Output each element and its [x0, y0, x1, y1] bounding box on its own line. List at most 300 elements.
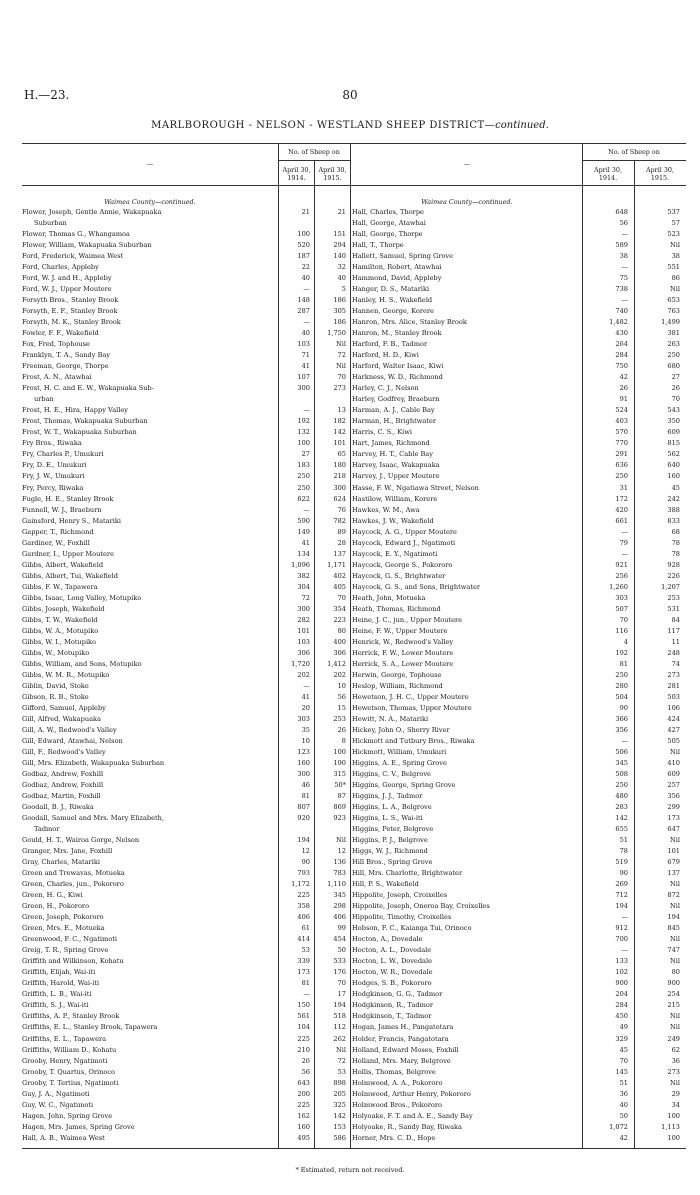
sheep-1915: 202	[333, 670, 346, 679]
sheep-1914: 42	[619, 1133, 628, 1142]
sheep-1914: 100	[297, 439, 310, 448]
sheep-1914: 160	[297, 1122, 310, 1131]
owner-name: Green, Mrs. E., Motueka	[22, 924, 105, 933]
sheep-1915: 40	[337, 274, 346, 283]
sheep-1914: 40	[619, 1100, 628, 1109]
sheep-1914: —	[621, 913, 628, 922]
table-row	[352, 968, 688, 977]
sheep-1914: 589	[615, 241, 628, 250]
sheep-1915: 32	[337, 263, 346, 272]
sheep-1914: 142	[615, 814, 628, 823]
sheep-1914: 1,482	[609, 318, 628, 327]
table-row	[352, 660, 688, 669]
table-row	[352, 1079, 688, 1088]
sheep-1914: —	[621, 296, 628, 305]
owner-name: Haycock, G. S., and Sons, Brightwater	[352, 582, 481, 591]
right-col-1915: April 30, 1915.	[645, 166, 675, 182]
table-row	[22, 351, 352, 360]
sheep-1914: 661	[615, 516, 628, 525]
sheep-1915: 112	[333, 1023, 346, 1032]
sheep-1914: 81	[301, 792, 310, 801]
table-row	[22, 924, 352, 933]
table-row	[352, 528, 688, 537]
table-row	[22, 858, 352, 867]
sheep-1914: 339	[297, 957, 310, 966]
sheep-1914: 78	[619, 847, 628, 856]
sheep-1915: 242	[667, 494, 680, 503]
sheep-1915: 253	[667, 593, 680, 602]
sheep-1914: 20	[301, 703, 310, 712]
sheep-1915: Nil	[336, 1045, 346, 1054]
table-row	[352, 351, 688, 360]
sheep-1915: 160	[667, 472, 680, 481]
sheep-1914: 173	[297, 968, 310, 977]
table-row	[22, 572, 352, 581]
sheep-1914: 250	[297, 472, 310, 481]
owner-name: Gibbs, Albert, Tui, Wakefield	[22, 571, 118, 580]
sheep-1914: 345	[615, 759, 628, 767]
owner-name: Hickmott, William, Umukuri	[352, 747, 447, 756]
sheep-1915: Nil	[670, 935, 680, 944]
sheep-1914: 264	[615, 340, 628, 349]
sheep-1915: 531	[667, 604, 680, 613]
owner-name: Herrick, S. A., Lower Moutere	[352, 659, 454, 668]
owner-name: Hammond, David, Appleby	[352, 274, 442, 283]
sheep-1915: 1,110	[327, 880, 346, 889]
sheep-1915: 624	[333, 494, 346, 503]
table-row	[352, 439, 688, 448]
sheep-1915: 454	[333, 935, 346, 944]
table-row	[352, 880, 688, 889]
table-row	[352, 307, 688, 316]
sheep-1915: 180	[333, 461, 346, 470]
table-row	[22, 957, 352, 966]
table-row	[22, 902, 352, 911]
table-row	[352, 230, 688, 239]
sheep-1915: 1,750	[327, 329, 346, 338]
owner-name: Gardiner, W., Foxhill	[22, 538, 90, 547]
owner-name: Harvey, J., Upper Moutere	[352, 472, 440, 481]
sheep-1915: 869	[333, 803, 346, 812]
table-row	[352, 616, 688, 625]
owner-name: Gibbs, W. I., Motupiko	[22, 637, 97, 646]
table-row	[352, 417, 688, 426]
sheep-1915: 38	[671, 252, 680, 261]
sheep-1914: 202	[297, 670, 310, 679]
sheep-1915: 218	[333, 472, 346, 481]
table-row	[22, 660, 352, 669]
owner-name: Grooby, T. Tertius, Ngatimoti	[22, 1078, 119, 1087]
table-row	[352, 406, 688, 415]
table-row	[22, 1035, 352, 1044]
table-row	[22, 506, 352, 515]
owner-name: Higgins, C. V., Belgrove	[352, 770, 431, 779]
table-row	[22, 395, 352, 404]
owner-name: Haycock, Edward J., Ngatimoti	[352, 538, 456, 547]
owner-name: Gibbs, W., Motupiko	[22, 648, 90, 657]
owner-name: Freeman, George, Thorpe	[22, 362, 109, 371]
sheep-1915: 8	[341, 736, 346, 745]
left-group-header: No. of Sheep on	[288, 148, 340, 156]
table-row	[22, 748, 352, 757]
table-row	[352, 472, 688, 481]
owner-name: Hogan, James H., Pangatotara	[352, 1023, 454, 1032]
sheep-1914: 284	[615, 1001, 628, 1010]
table-row	[22, 1101, 352, 1110]
owner-name: Harman, A. J., Cable Bay	[352, 406, 435, 415]
owner-name: Grooby, Henry, Ngatimoti	[22, 1056, 108, 1065]
sheep-1915: 74	[671, 659, 680, 668]
table-row	[22, 638, 352, 647]
sheep-1914: 738	[615, 285, 628, 294]
owner-name: Harvey, Isaac, Wakapuaka	[352, 461, 440, 470]
table-row	[352, 1123, 688, 1132]
owner-name: Flower, Joseph, Gentle Annie, Wakapuaka	[22, 208, 162, 216]
report-reference: H.—23.	[24, 88, 70, 102]
sheep-1914: 40	[301, 274, 310, 283]
table-row	[22, 428, 352, 437]
sheep-1915: 1,412	[327, 659, 346, 668]
sheep-1915: 176	[333, 968, 346, 977]
table-row	[22, 230, 352, 239]
sheep-1914: 194	[615, 902, 628, 911]
table-row	[22, 241, 352, 250]
sheep-1914: 90	[301, 858, 310, 867]
table-row	[22, 1057, 352, 1066]
table-row	[22, 517, 352, 526]
owner-name: Hocton, A., Dovedale	[352, 935, 423, 944]
sheep-1915: Nil	[670, 902, 680, 911]
table-row	[352, 1090, 688, 1099]
table-row	[22, 990, 352, 999]
owner-name: Harris, C. S., Kiwi	[352, 428, 413, 437]
owner-name: Hewitt, N. A., Matariki	[352, 714, 429, 723]
sheep-1914: —	[303, 406, 310, 415]
sheep-1914: 622	[297, 494, 310, 503]
owner-name: Greig, T. R., Spring Grove	[22, 946, 109, 955]
owner-name: Fry Bros., Riwaka	[22, 439, 82, 448]
table-row	[352, 649, 688, 658]
table-row	[22, 946, 352, 955]
sheep-1914: 524	[615, 406, 628, 415]
owner-name: Hall, George, Atawhai	[352, 219, 426, 228]
owner-name: Hall, George, Thorpe	[352, 230, 423, 239]
owner-name: Grooby, T. Quartus, Orinoco	[22, 1067, 115, 1076]
sheep-1914: 116	[615, 626, 628, 635]
sheep-1914: 520	[297, 241, 310, 250]
sheep-1915: 653	[667, 296, 680, 305]
sheep-1914: 793	[297, 869, 310, 878]
sheep-1914: 40	[301, 329, 310, 338]
sheep-1915: 10	[337, 681, 346, 690]
table-row	[22, 715, 352, 724]
owner-name: Gill, Mrs. Elizabeth, Wakapuaka Suburban	[22, 759, 165, 767]
sheep-1914: 921	[615, 560, 628, 569]
sheep-1915: 325	[333, 1100, 346, 1109]
sheep-1915: 84	[671, 615, 680, 624]
owner-name: Gray, Charles, Matariki	[22, 858, 100, 867]
table-row	[22, 891, 352, 900]
title-main: MARLBOROUGH - NELSON - WESTLAND SHEEP DISTRICT—	[151, 120, 496, 131]
sheep-1914: 107	[297, 373, 310, 382]
sheep-1915: Nil	[336, 836, 346, 845]
sheep-1914: 225	[297, 1100, 310, 1109]
owner-name: Gibbs, Albert, Wakefield	[22, 560, 104, 569]
sheep-1914: —	[621, 736, 628, 745]
sheep-1915: 137	[667, 869, 680, 878]
owner-name: Haycock, G. S., Brightwater	[352, 571, 446, 580]
owner-name: Griffith, S. J., Wai-iti	[22, 1001, 89, 1010]
sheep-1914: 495	[297, 1133, 310, 1142]
sheep-1914: 420	[615, 505, 628, 514]
owner-name: Godbaz, Martin, Foxhill	[22, 792, 101, 801]
sheep-1915: 872	[667, 891, 680, 900]
sheep-1914: —	[303, 681, 310, 690]
sheep-1915: 609	[667, 770, 680, 779]
table-row	[22, 384, 352, 393]
sheep-1914: 303	[297, 714, 310, 723]
sheep-1915: 50*	[334, 781, 346, 790]
sheep-1915: 215	[667, 1001, 680, 1010]
owner-name: Higgins, L. S., Wai-iti	[352, 814, 423, 823]
table-row	[352, 373, 688, 382]
table-row	[352, 781, 688, 790]
table-row	[22, 594, 352, 603]
sheep-1915: 173	[667, 814, 680, 823]
owner-name: Higgins, Peter, Belgrove	[352, 825, 434, 834]
sheep-1915: 248	[667, 648, 680, 657]
sheep-1915: 262	[333, 1034, 346, 1043]
owner-name: Hippolite, Joseph, Croixelles	[352, 891, 448, 900]
sheep-1915: 537	[667, 208, 680, 216]
table-row	[22, 472, 352, 481]
table-row	[352, 274, 688, 283]
owner-name: Hickmott and Tutbury Bros., Riwaka	[352, 736, 475, 745]
sheep-1915: 36	[671, 1056, 680, 1065]
table-row	[22, 605, 352, 614]
owner-name: Hill, Mrs. Charlotte, Brightwater	[352, 869, 463, 878]
sheep-1915: 76	[337, 505, 346, 514]
owner-name: Herwin, George, Tophouse	[352, 670, 442, 679]
table-row	[22, 726, 352, 735]
sheep-1915: 406	[333, 913, 346, 922]
sheep-1915: 117	[667, 626, 680, 635]
sheep-1914: 148	[297, 296, 310, 305]
table-row	[22, 792, 352, 801]
owner-name: Goodall, Samuel and Mrs. Mary Elizabeth,	[22, 814, 165, 823]
left-col-1914: April 30, 1914.	[282, 166, 311, 182]
sheep-1915: 815	[667, 439, 680, 448]
sheep-1914: —	[621, 946, 628, 955]
sheep-1915: 299	[667, 803, 680, 812]
sheep-1914: 900	[615, 979, 628, 988]
table-header-rule	[22, 185, 686, 186]
sheep-1914: —	[303, 505, 310, 514]
sheep-1914: 1,096	[291, 560, 310, 569]
sheep-1914: 329	[615, 1034, 628, 1043]
sheep-1915: 28	[337, 538, 346, 547]
sheep-1915: Nil	[670, 747, 680, 756]
table-row	[352, 814, 688, 823]
owner-name: Frost, W. T., Wakapuaka Suburban	[22, 428, 137, 437]
sheep-1915: 186	[333, 296, 346, 305]
table-row	[22, 1023, 352, 1032]
sheep-1915: 350	[667, 417, 680, 426]
sheep-1914: 504	[615, 692, 628, 701]
owner-name: Fry, Percy, Riwaka	[22, 483, 84, 492]
owner-name: Griffith, L. B., Wai-iti	[22, 990, 92, 999]
owner-name: Hippolite, Timothy, Croixelles	[352, 913, 452, 922]
sheep-1914: 570	[615, 428, 628, 437]
sheep-1914: 1,072	[609, 1122, 628, 1131]
sheep-1914: 149	[297, 527, 310, 536]
owner-name: Horner, Mrs. C. D., Hope	[352, 1133, 436, 1142]
owner-name: Fox, Fred, Tophouse	[22, 340, 90, 349]
table-row	[352, 979, 688, 988]
owner-name: Gibbs, Isaac, Long Valley, Motupiko	[22, 593, 142, 602]
sheep-1915: 1,207	[661, 582, 680, 591]
right-group-header: No. of Sheep on	[608, 148, 660, 156]
table-row	[22, 219, 352, 228]
owner-name: Gill, Edward, Atawhai, Nelson	[22, 736, 123, 745]
table-row	[352, 1023, 688, 1032]
sheep-1915: 99	[337, 924, 346, 933]
table-row	[352, 891, 688, 900]
table-row	[22, 296, 352, 305]
owner-name: Frost, A. N., Atawhai	[22, 373, 92, 382]
owner-name: Goodall, B. J., Riwaka	[22, 803, 94, 812]
sheep-1915: Nil	[670, 285, 680, 294]
owner-name: Higgins, J. J., Tadmor	[352, 792, 423, 801]
sheep-1915: 50	[337, 946, 346, 955]
table-row	[22, 285, 352, 294]
sheep-1915: 80	[337, 626, 346, 635]
sheep-1914: 56	[619, 219, 628, 228]
sheep-1915: Nil	[670, 880, 680, 889]
sheep-1915: 15	[337, 703, 346, 712]
table-row	[352, 726, 688, 735]
owner-name: Harford, F. B., Tadmor	[352, 340, 428, 349]
table-row	[22, 252, 352, 261]
owner-name: Hawkes, J. W., Wakefield	[352, 516, 434, 525]
owner-name: Holyoake, R., Sandy Bay, Riwaka	[352, 1122, 462, 1131]
owner-name: Hastilow, William, Korere	[352, 494, 438, 503]
sheep-1914: 51	[619, 836, 628, 845]
sheep-1914: 480	[615, 792, 628, 801]
sheep-1915: 140	[333, 252, 346, 261]
owner-name: Hodgkinson, R., Tadmor	[352, 1001, 433, 1010]
right-section-heading: Waimea County—continued.	[421, 198, 513, 206]
owner-name: Gardner, I., Upper Moutere	[22, 549, 114, 558]
owner-name: Hocton, W. R., Dovedale	[352, 968, 433, 977]
sheep-1915: 45	[671, 483, 680, 492]
sheep-1915: 1,171	[327, 560, 346, 569]
table-row	[352, 605, 688, 614]
sheep-1915: Nil	[670, 836, 680, 845]
table-row	[352, 428, 688, 437]
sheep-1914: 36	[619, 1089, 628, 1098]
owner-name: Hamilton, Robert, Atawhai	[352, 263, 442, 272]
sheep-1915: 57	[671, 219, 680, 228]
sheep-1915: Nil	[336, 362, 346, 371]
table-row	[352, 913, 688, 922]
sheep-1914: 35	[301, 725, 310, 734]
table-row	[352, 770, 688, 779]
sheep-1915: 402	[333, 571, 346, 580]
sheep-1914: 70	[619, 615, 628, 624]
table-row	[22, 1134, 352, 1143]
table-row	[22, 759, 352, 768]
sheep-1914: 187	[297, 252, 310, 261]
sheep-1915: 543	[667, 406, 680, 415]
table-row	[352, 362, 688, 371]
sheep-1915: 70	[337, 593, 346, 602]
owner-name: Hobson, F. C., Kaianga Tui, Orinoco	[352, 924, 472, 933]
table-row	[352, 1057, 688, 1066]
table-row	[22, 1001, 352, 1010]
owner-name: Heine, F. W., Upper Moutere	[352, 626, 448, 635]
sheep-1914: 183	[297, 461, 310, 470]
sheep-1914: 508	[615, 770, 628, 779]
sheep-1915: 27	[671, 373, 680, 382]
sheep-1915: 640	[667, 461, 680, 470]
sheep-1915: 153	[333, 1122, 346, 1131]
owner-name: Hallett, Samuel, Spring Grove	[352, 252, 454, 261]
table-row	[22, 1090, 352, 1099]
table-row	[22, 461, 352, 470]
table-row	[352, 285, 688, 294]
sheep-1915: 427	[667, 725, 680, 734]
sheep-1914: 103	[297, 340, 310, 349]
sheep-1915: 747	[667, 946, 680, 955]
owner-name: Ford, Charles, Appleby	[22, 263, 99, 272]
sheep-1914: 53	[301, 946, 310, 955]
table-row	[352, 461, 688, 470]
table-row	[22, 263, 352, 272]
sheep-1915: 923	[333, 814, 346, 823]
sheep-1914: 70	[619, 1056, 628, 1065]
table-row	[352, 946, 688, 955]
sheep-1915: 151	[333, 230, 346, 239]
sheep-1915: 100	[667, 1133, 680, 1142]
sheep-1914: 250	[615, 472, 628, 481]
table-row	[352, 935, 688, 944]
table-row	[352, 715, 688, 724]
sheep-1915: 17	[337, 990, 346, 999]
table-row	[352, 924, 688, 933]
owner-name: Hippolite, Joseph, Oneroa Bay, Croixelles	[352, 902, 490, 911]
sheep-1914: 300	[297, 384, 310, 393]
owner-name: Ford, Frederick, Waimea West	[22, 252, 124, 261]
sheep-1914: 740	[615, 307, 628, 316]
table-row	[22, 373, 352, 382]
table-row	[352, 1012, 688, 1021]
table-row	[352, 572, 688, 581]
table-row	[352, 1112, 688, 1121]
owner-name: Hagen, Mrs. James, Spring Grove	[22, 1122, 135, 1131]
title-continued: continued.	[495, 120, 549, 131]
owner-name: Harley, Godfrey, Braeburn	[352, 395, 440, 404]
owner-name: Forsyth, E. F., Stanley Brook	[22, 307, 118, 316]
sheep-1915: 250	[667, 351, 680, 360]
owner-name: Hill Bros., Spring Grove	[352, 858, 433, 867]
sheep-1915: 86	[671, 274, 680, 283]
sheep-1914: 303	[615, 593, 628, 602]
sheep-1914: 12	[301, 847, 310, 856]
table-row	[22, 671, 352, 680]
owner-name: Hagen, John, Spring Grove	[22, 1111, 113, 1120]
sheep-1915: 523	[667, 230, 680, 239]
